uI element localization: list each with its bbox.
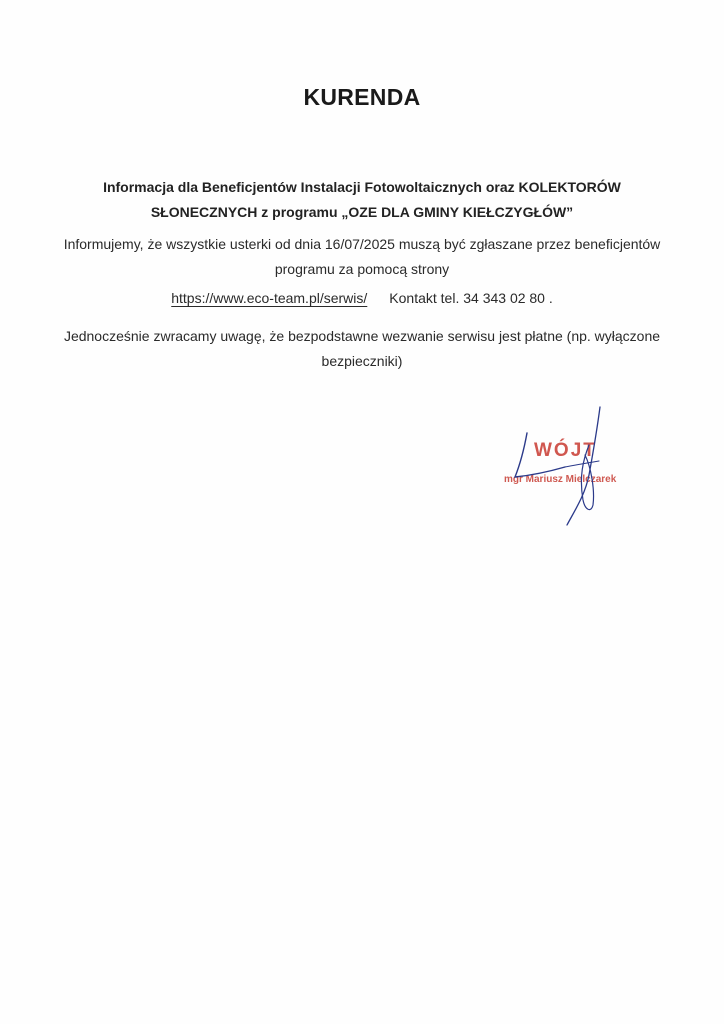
document-subtitle: Informacja dla Beneficjentów Instalacji Fotowoltaicznych oraz KOLEKTORÓW SŁONECZNYCH z programu „OZE DLA GMINY KIEŁCZYGŁÓW” [103, 179, 621, 220]
service-link[interactable]: https://www.eco-team.pl/serwis/ [171, 290, 368, 306]
contact-phone: Kontakt tel. 34 343 02 80 . [389, 290, 553, 306]
document-title: KURENDA [303, 84, 421, 110]
stamp-name: mgr Mariusz Mielczarek [504, 474, 617, 485]
info-paragraph: Informujemy, że wszystkie usterki od dnia 16/07/2025 muszą być zgłaszane przez beneficjentów programu za pomocą strony [63, 236, 661, 277]
stamp-title: WÓJT [534, 440, 597, 461]
handwritten-signature-icon [505, 405, 615, 530]
contact-row [0, 290, 724, 306]
notice-paragraph: Jednocześnie zwracamy uwagę, że bezpodstawne wezwanie serwisu jest płatne (np. wyłączone bezpieczniki) [63, 328, 661, 369]
